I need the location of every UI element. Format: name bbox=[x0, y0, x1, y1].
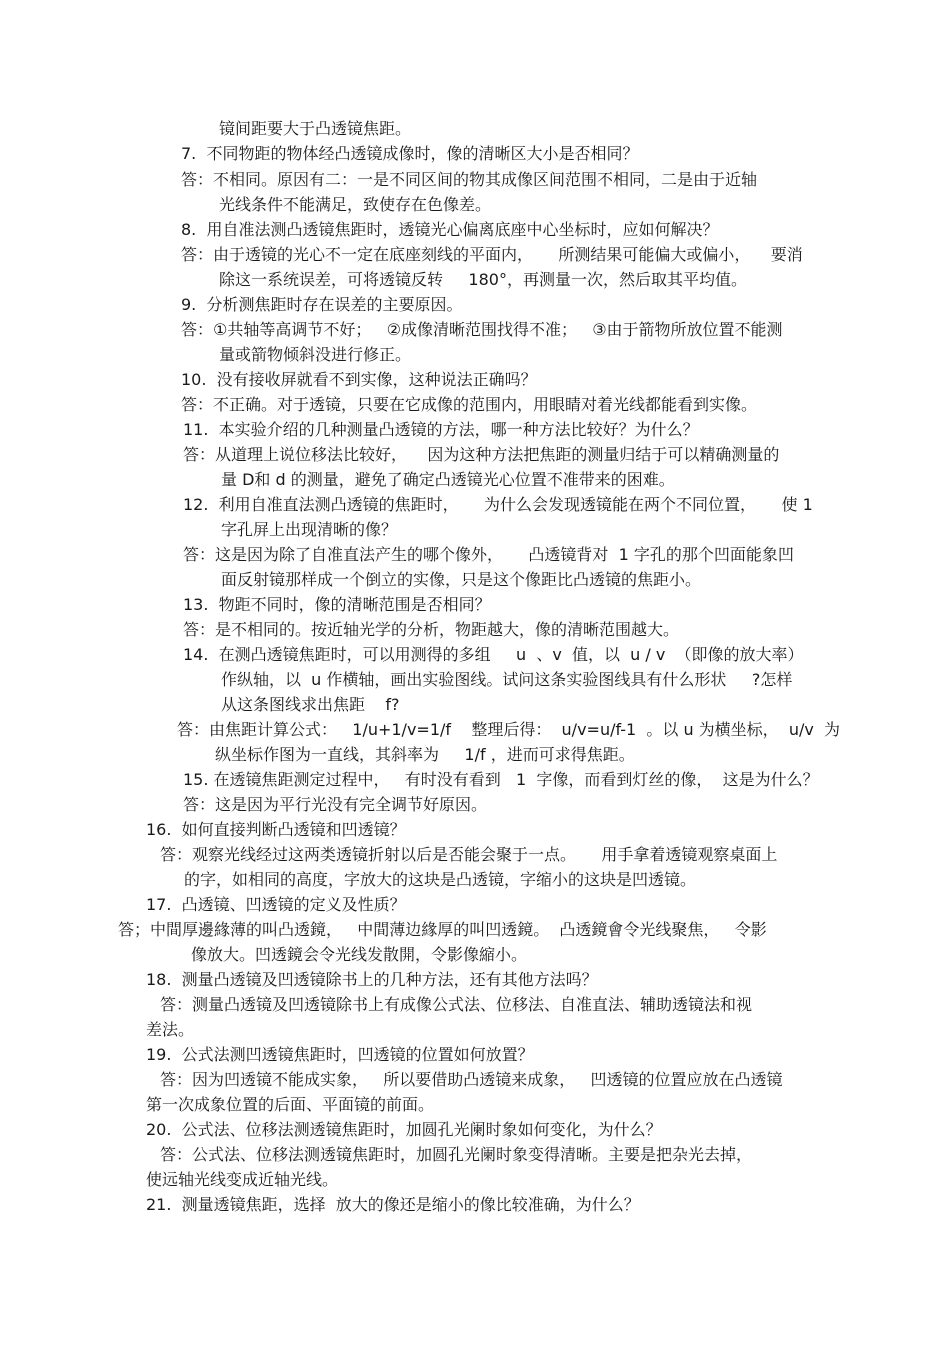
answer-15: 答：这是因为平行光没有完全调节好原因。 bbox=[183, 795, 488, 814]
text-line: 字孔屏上出现清晰的像？ bbox=[221, 520, 398, 539]
question-19: 19. 公式法测凹透镜焦距时，凹透镜的位置如何放置？ bbox=[146, 1045, 534, 1064]
text-line: 纵坐标作图为一直线，其斜率为 1/f ，进而可求得焦距。 bbox=[215, 745, 635, 764]
text-line: 量 D和 d 的测量，避免了确定凸透镜光心位置不准带来的困难。 bbox=[221, 470, 675, 489]
answer-16: 答：观察光线经过这两类透镜折射以后是否能会聚于一点。 用手拿着透镜观察桌面上 bbox=[160, 845, 778, 864]
answer-10: 答：不正确。对于透镜，只要在它成像的范围内，用眼睛对着光线都能看到实像。 bbox=[181, 395, 758, 414]
answer-7: 答：不相同。原因有二：一是不同区间的物其成像区间范围不相同，二是由于近轴 bbox=[181, 170, 758, 189]
text-line: 面反射镜那样成一个倒立的实像，只是这个像距比凸透镜的焦距小。 bbox=[221, 570, 702, 589]
answer-9: 答：①共轴等高调节不好； ②成像清晰范围找得不准； ③由于箭物所放位置不能测 bbox=[181, 320, 783, 339]
question-9: 9. 分析测焦距时存在误差的主要原因。 bbox=[181, 295, 463, 314]
question-15: 15. 在透镜焦距测定过程中， 有时没有看到 1 字像，而看到灯丝的像， 这是为什么？ bbox=[183, 770, 819, 789]
text-line: 作纵轴，以 u 作横轴，画出实验图线。试问这条实验图线具有什么形状 ?怎样 bbox=[221, 670, 793, 689]
question-16: 16. 如何直接判断凸透镜和凹透镜？ bbox=[146, 820, 406, 839]
text-line: 镜间距要大于凸透镜焦距。 bbox=[219, 119, 412, 138]
answer-14: 答：由焦距计算公式： 1/u+1/v=1/f 整理后得： u/v=u/f-1 。以 u 为横坐标， u/v 为 bbox=[177, 720, 841, 739]
answer-19: 答：因为凹透镜不能成实象， 所以要借助凸透镜来成象， 凹透镜的位置应放在凸透镜 bbox=[160, 1070, 783, 1089]
answer-8: 答：由于透镜的光心不一定在底座刻线的平面内， 所测结果可能偏大或偏小， 要消 bbox=[181, 245, 803, 264]
question-11: 11. 本实验介绍的几种测量凸透镜的方法，哪一种方法比较好？为什么？ bbox=[183, 420, 699, 439]
question-13: 13. 物距不同时，像的清晰范围是否相同？ bbox=[183, 595, 491, 614]
question-21: 21. 测量透镜焦距，选择 放大的像还是缩小的像比较准确，为什么？ bbox=[146, 1195, 640, 1214]
question-20: 20. 公式法、位移法测透镜焦距时，加圆孔光阑时象如何变化，为什么？ bbox=[146, 1120, 662, 1139]
answer-18: 答：测量凸透镜及凹透镜除书上有成像公式法、位移法、自准直法、辅助透镜法和视 bbox=[160, 995, 753, 1014]
text-line: 从这条图线求出焦距 f? bbox=[221, 695, 400, 714]
answer-11: 答：从道理上说位移法比较好， 因为这种方法把焦距的测量归结于可以精确测量的 bbox=[183, 445, 780, 464]
question-18: 18. 测量凸透镜及凹透镜除书上的几种方法，还有其他方法吗？ bbox=[146, 970, 598, 989]
question-8: 8. 用自准法测凸透镜焦距时，透镜光心偏离底座中心坐标时，应如何解决？ bbox=[181, 220, 719, 239]
question-10: 10. 没有接收屏就看不到实像，这种说法正确吗？ bbox=[181, 370, 537, 389]
text-line: 除这一系统误差，可将透镜反转 180°，再测量一次，然后取其平均值。 bbox=[219, 270, 747, 289]
text-line: 使远轴光线变成近轴光线。 bbox=[146, 1170, 339, 1189]
question-7: 7. 不同物距的物体经凸透镜成像时，像的清晰区大小是否相同？ bbox=[181, 144, 639, 163]
answer-13: 答：是不相同的。按近轴光学的分析，物距越大，像的清晰范围越大。 bbox=[183, 620, 680, 639]
text-line: 像放大。凹透鏡会令光线发散開，令影像縮小。 bbox=[191, 945, 528, 964]
question-12: 12. 利用自准直法测凸透镜的焦距时， 为什么会发现透镜能在两个不同位置， 使 1 bbox=[183, 495, 813, 514]
text-line: 量或箭物倾斜没进行修正。 bbox=[219, 345, 412, 364]
text-line: 的字，如相同的高度，字放大的这块是凸透镜，字缩小的这块是凹透镜。 bbox=[184, 870, 697, 889]
text-line: 光线条件不能满足，致使存在色像差。 bbox=[219, 195, 492, 214]
text-line: 第一次成象位置的后面、平面镜的前面。 bbox=[146, 1095, 435, 1114]
answer-17: 答；中間厚邊緣薄的叫凸透鏡， 中間薄边緣厚的叫凹透鏡。 凸透鏡會令光线聚焦， 令影 bbox=[118, 920, 767, 939]
question-17: 17. 凸透镜、凹透镜的定义及性质？ bbox=[146, 895, 406, 914]
question-14: 14. 在测凸透镜焦距时，可以用测得的多组 u 、v 值，以 u / v （即像的放大率） bbox=[183, 645, 804, 664]
answer-20: 答：公式法、位移法测透镜焦距时，加圆孔光阑时象变得清晰。主要是把杂光去掉， bbox=[160, 1145, 753, 1164]
answer-12: 答：这是因为除了自准直法产生的哪个像外， 凸透镜背对 1 字孔的那个凹面能象凹 bbox=[183, 545, 794, 564]
text-line: 差法。 bbox=[146, 1020, 195, 1039]
